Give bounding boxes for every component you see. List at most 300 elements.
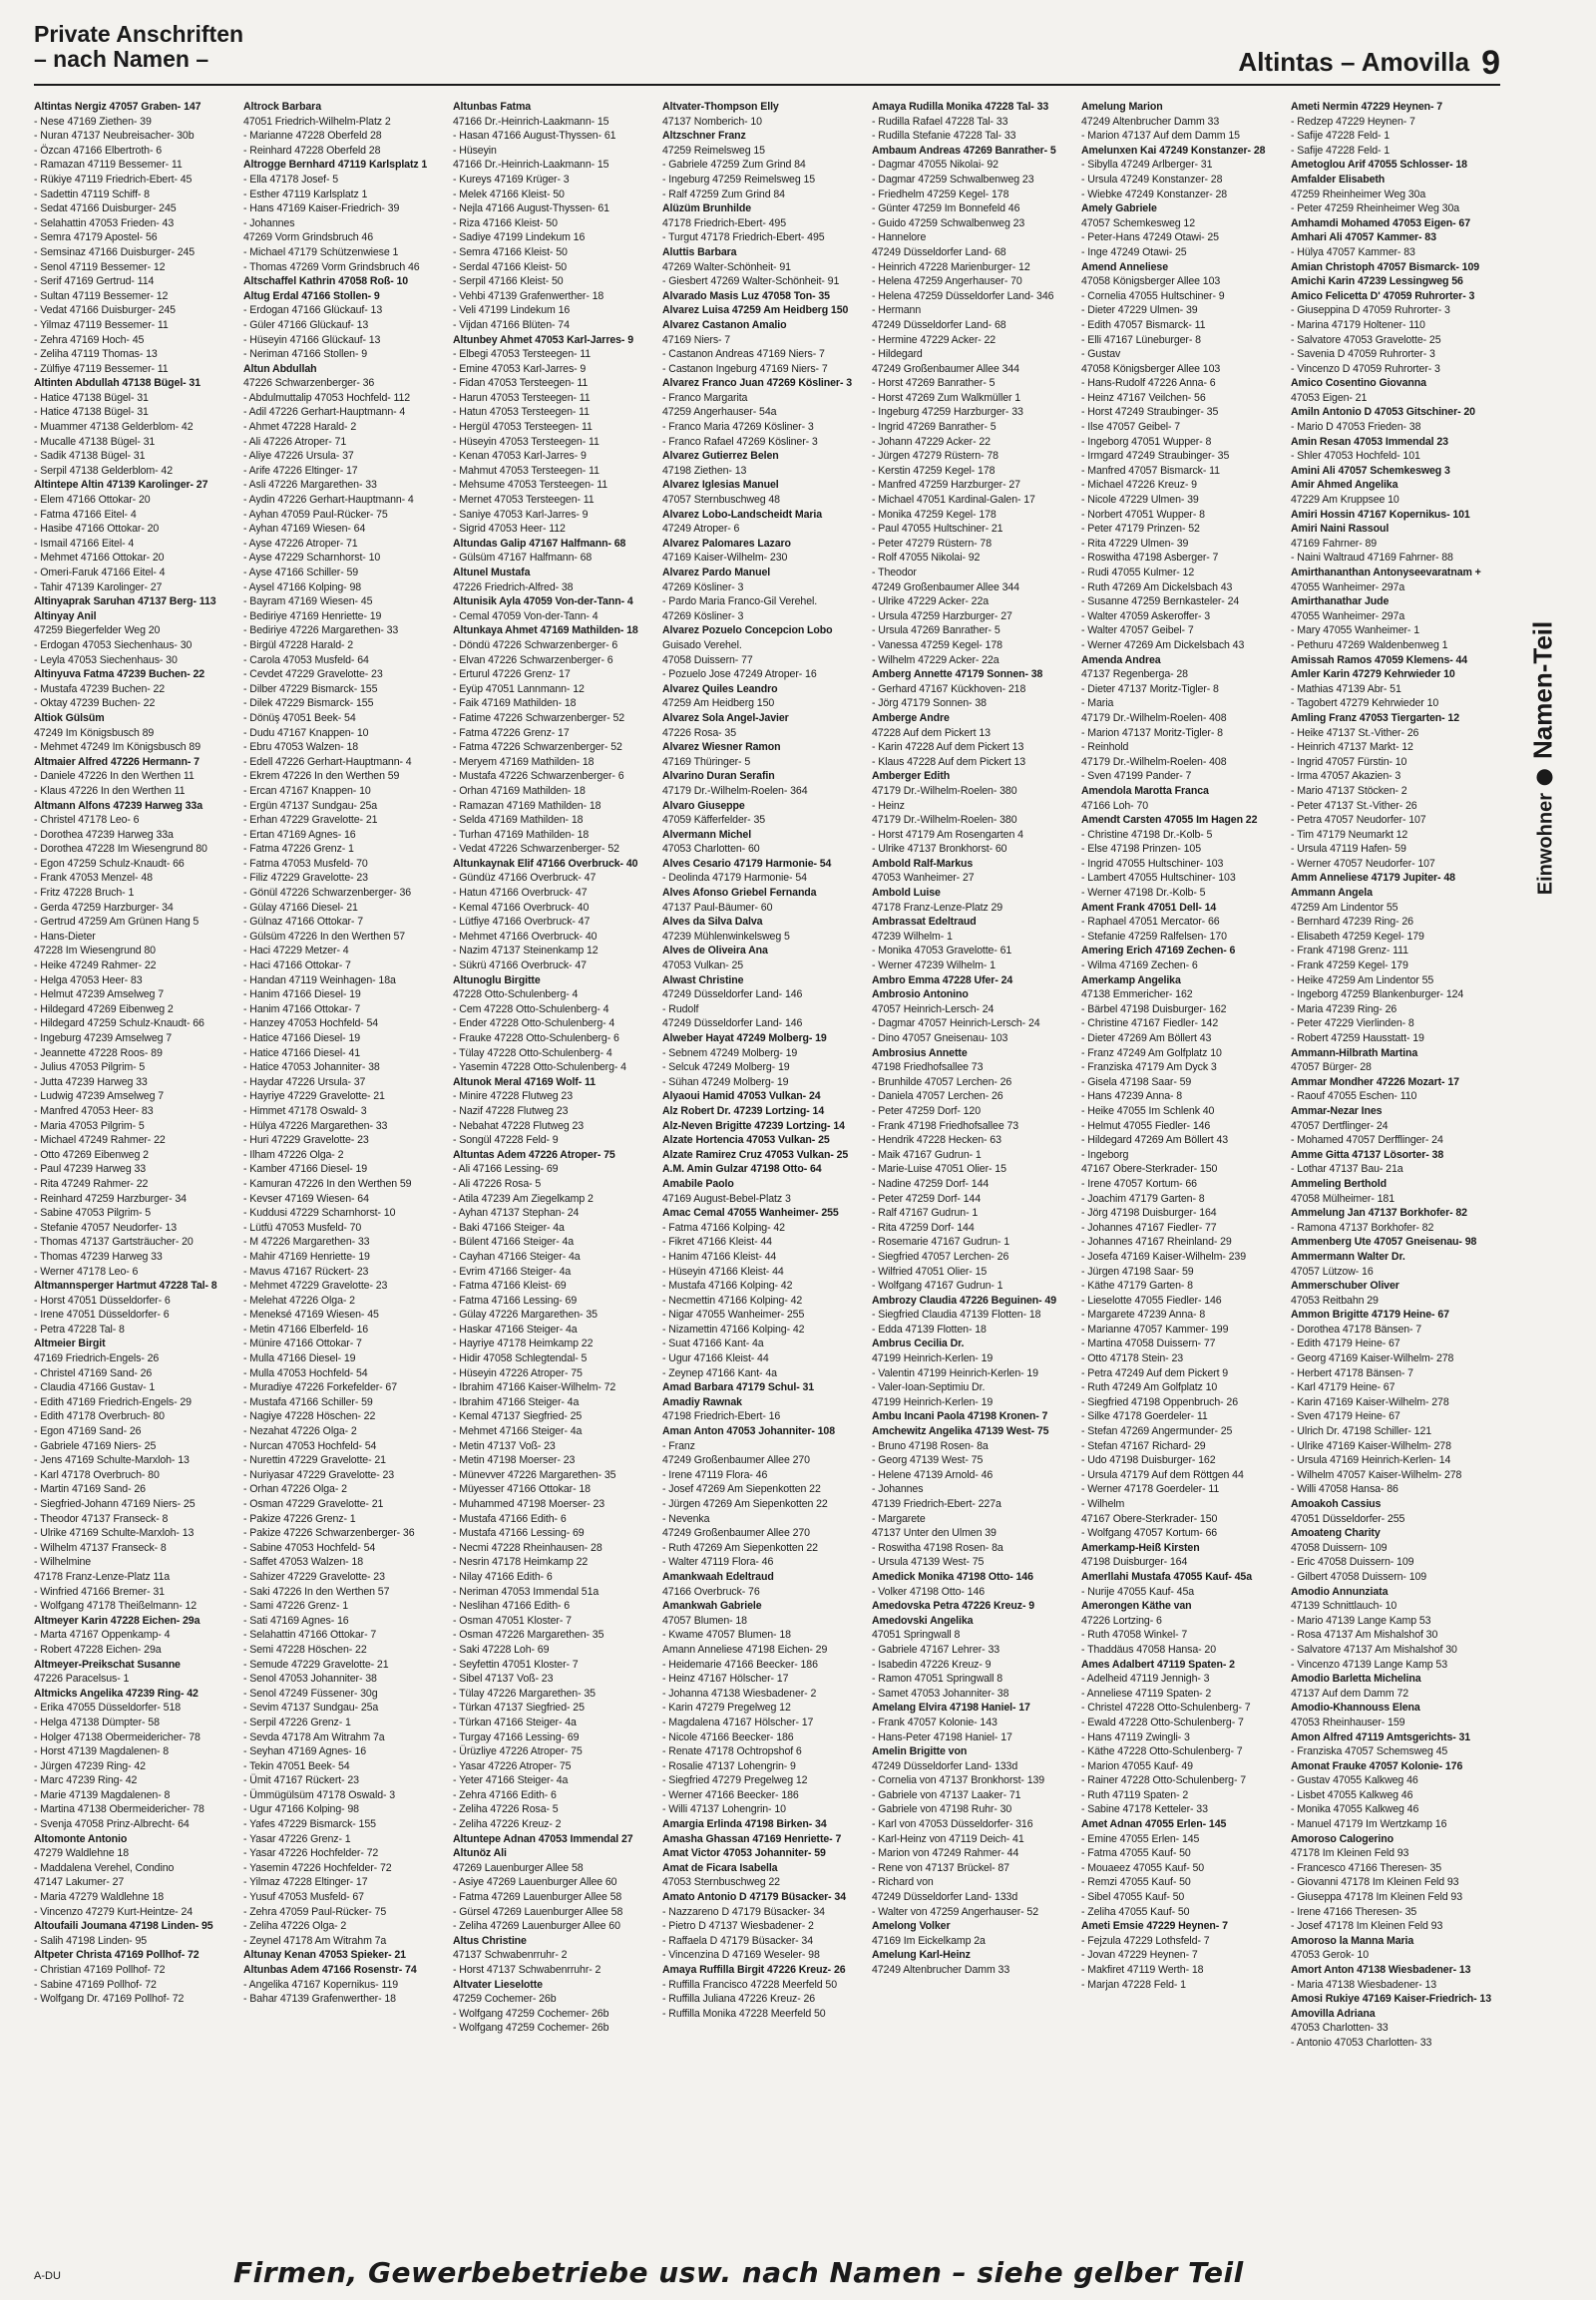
directory-entry: 47057 Schemkesweg 12 [1081, 216, 1196, 229]
directory-entry: - Eric 47058 Duissern- 109 [1291, 1556, 1414, 1569]
directory-entry: - Werner 47178 Leo- 6 [34, 1265, 139, 1278]
directory-column [872, 100, 1075, 2254]
directory-entry: 47137 Unter den Ulmen 39 [872, 1527, 997, 1540]
directory-entry: - Zeynep 47166 Kant- 4a [662, 1366, 777, 1379]
directory-entry: - Zeliha 47269 Lauenburger Allee 60 [453, 1920, 620, 1933]
directory-entry: - Günter 47259 Im Bonnefeld 46 [872, 202, 1020, 215]
directory-entry: - Samet 47053 Johanniter- 38 [872, 1687, 1009, 1700]
directory-entry: - Ruffilla Monika 47228 Meerfeld 50 [662, 2007, 826, 2020]
directory-entry-surname: Altmann Alfons 47239 Harweg 33a [34, 799, 203, 812]
directory-entry-surname: Altmeier Birgit [34, 1338, 106, 1350]
directory-entry: - Shler 47053 Hochfeld- 101 [1291, 450, 1420, 463]
directory-entry: 47053 Wanheimer- 27 [872, 872, 975, 885]
directory-entry-surname: Alves de Oliveira Ana [662, 945, 768, 958]
directory-entry: - Rükiye 47119 Friedrich-Ebert- 45 [34, 173, 193, 186]
directory-entry: - Reinhard 47259 Harzburger- 34 [34, 1192, 187, 1205]
directory-entry: - Haskar 47166 Steiger- 4a [453, 1323, 578, 1336]
directory-entry: - Marion von 47249 Rahmer- 44 [872, 1847, 1019, 1860]
directory-entry-surname: Amm Anneliese 47179 Jupiter- 48 [1291, 872, 1455, 885]
directory-entry: - Hülya 47226 Margarethen- 33 [243, 1119, 388, 1132]
directory-entry: - Vincenzo D 47059 Ruhrorter- 3 [1291, 362, 1440, 375]
directory-entry: - Senol 47053 Johanniter- 38 [243, 1673, 377, 1686]
directory-entry: - Rene von 47137 Brückel- 87 [872, 1861, 1009, 1874]
directory-entry-surname: Altunoglu Birgitte [453, 973, 541, 986]
directory-entry-surname: Altvater-Thompson Elly [662, 101, 779, 113]
directory-entry: - Svenja 47058 Prinz-Albrecht- 64 [34, 1818, 190, 1831]
directory-entry: - Walter von 47259 Angerhauser- 52 [872, 1905, 1038, 1918]
directory-entry: - Fritz 47228 Bruch- 1 [34, 887, 135, 900]
directory-entry: - Sibylla 47249 Arlberger- 31 [1081, 159, 1213, 172]
directory-entry: - Paul 47055 Hultschiner- 21 [872, 523, 1003, 536]
directory-entry: - Sultan 47119 Bessemer- 12 [34, 289, 169, 302]
directory-entry: - Horst 47269 Zum Walkmüller 1 [872, 391, 1021, 404]
directory-entry: - Jörg 47179 Sonnen- 38 [872, 697, 987, 710]
directory-entry-surname: Amiln Antonio D 47053 Gitschiner- 20 [1291, 406, 1475, 419]
directory-entry-surname: Ammar Mondher 47226 Mozart- 17 [1291, 1075, 1459, 1088]
directory-entry-surname: Altunok Meral 47169 Wolf- 11 [453, 1075, 597, 1088]
directory-entry-surname: Altun Abdullah [243, 362, 317, 375]
directory-entry: - Osman 47051 Kloster- 7 [453, 1614, 572, 1627]
directory-entry: - Rita 47249 Rahmer- 22 [34, 1177, 149, 1190]
directory-entry: - Nurcan 47053 Hochfeld- 54 [243, 1439, 377, 1452]
directory-entry: - Ayhan 47137 Stephan- 24 [453, 1207, 580, 1220]
directory-entry: - Heike 47259 Am Lindentor 55 [1291, 973, 1434, 986]
directory-entry: - Saffet 47053 Walzen- 18 [243, 1556, 363, 1569]
directory-entry-surname: Amat Victor 47053 Johanniter- 59 [662, 1847, 826, 1860]
directory-entry-surname: Ames Adalbert 47119 Spaten- 2 [1081, 1658, 1235, 1671]
directory-entry: - Irene 47119 Flora- 46 [662, 1468, 768, 1481]
directory-entry-surname: Amat de Ficara Isabella [662, 1861, 778, 1874]
directory-entry: - Gülay 47226 Margarethen- 35 [453, 1309, 598, 1322]
directory-entry: - Mustafa 47226 Schwarzenberger- 6 [453, 770, 624, 783]
directory-entry: - Castanon Ingeburg 47169 Niers- 7 [662, 362, 828, 375]
directory-entry-surname: Amankwaah Edeltraud [662, 1570, 774, 1583]
directory-entry: - Neslihan 47166 Edith- 6 [453, 1600, 571, 1613]
directory-entry: - Wiebke 47249 Konstanzer- 28 [1081, 188, 1228, 200]
directory-entry: - Franziska 47057 Schemsweg 45 [1291, 1745, 1448, 1758]
directory-entry: - Horst 47249 Straubinger- 35 [1081, 406, 1219, 419]
directory-entry: - Sahizer 47229 Gravelotte- 23 [243, 1570, 385, 1583]
directory-entry: - Jörg 47198 Duisburger- 164 [1081, 1207, 1217, 1220]
directory-entry: - Johanna 47138 Wiesbadener- 2 [662, 1687, 817, 1700]
directory-entry: 47137 Auf dem Damm 72 [1291, 1687, 1409, 1700]
directory-entry-surname: Alves Afonso Griebel Fernanda [662, 887, 817, 900]
directory-entry-surname: Alvarez Wiesner Ramon [662, 741, 781, 754]
directory-entry-surname: Alvarez Franco Juan 47269 Kösliner- 3 [662, 377, 853, 390]
directory-entry: - Bruno 47198 Rosen- 8a [872, 1439, 989, 1452]
directory-entry: - Walter 47119 Flora- 46 [662, 1556, 774, 1569]
directory-entry-surname: Altmaier Alfred 47226 Hermann- 7 [34, 755, 200, 768]
directory-entry-surname: Ammon Brigitte 47179 Heine- 67 [1291, 1309, 1449, 1322]
directory-entry: 47269 Kösliner- 3 [662, 609, 744, 622]
directory-entry: 47057 Bürger- 28 [1291, 1061, 1372, 1074]
directory-entry: - Osman 47229 Gravelotte- 21 [243, 1498, 384, 1510]
directory-entry: - Dilber 47229 Bismarck- 155 [243, 682, 378, 695]
directory-entry: - Fatma 47166 Kleist- 69 [453, 1280, 567, 1293]
directory-entry-surname: Alzate Hortencia 47053 Vulkan- 25 [662, 1134, 830, 1147]
directory-entry: - Ulrike 47169 Kaiser-Wilhelm- 278 [1291, 1439, 1451, 1452]
directory-entry: - Sati 47169 Agnes- 16 [243, 1614, 349, 1627]
directory-entry-surname: Altmicks Angelika 47239 Ring- 42 [34, 1687, 199, 1700]
directory-entry: - Huri 47229 Gravelotte- 23 [243, 1134, 369, 1147]
directory-entry: - Faik 47169 Mathilden- 18 [453, 697, 577, 710]
directory-entry: - Renate 47178 Ochtropshof 6 [662, 1745, 802, 1758]
directory-entry: - Fatma 47269 Lauenburger Allee 58 [453, 1891, 622, 1904]
directory-entry: - Karin 47228 Auf dem Pickert 13 [872, 741, 1024, 754]
directory-entry: - Thomas 47269 Vorm Grindsbruch 46 [243, 260, 420, 273]
directory-entry: - Senol 47119 Bessemer- 12 [34, 260, 166, 273]
directory-entry: - Dorothea 47228 Im Wiesengrund 80 [34, 843, 207, 856]
directory-entry: - Birgül 47228 Harald- 2 [243, 638, 354, 651]
directory-entry-surname: Altvater Lieselotte [453, 1978, 543, 1991]
directory-entry: 47179 Dr.-Wilhelm-Roelen- 364 [662, 784, 808, 797]
directory-entry: - Hatun 47166 Overbruck- 47 [453, 887, 588, 900]
directory-entry: - Kamuran 47226 In den Werthen 59 [243, 1177, 412, 1190]
directory-entry: 47249 Düsseldorfer Land- 133d [872, 1891, 1018, 1904]
directory-entry: - Abdulmuttalip 47053 Hochfeld- 112 [243, 391, 411, 404]
directory-entry: 47138 Emmericher- 162 [1081, 988, 1193, 1001]
directory-entry: - Ertan 47169 Agnes- 16 [243, 828, 356, 841]
directory-entry: - Salvatore 47053 Gravelotte- 25 [1291, 333, 1441, 346]
directory-entry: - Walter 47057 Geibel- 7 [1081, 624, 1194, 637]
directory-entry: - Mahir 47169 Henriette- 19 [243, 1250, 370, 1263]
directory-entry: - Rosa 47137 Am Mishalshof 30 [1291, 1629, 1438, 1642]
directory-entry: - Münire 47166 Ottokar- 7 [243, 1338, 362, 1350]
directory-entry: - Turgut 47178 Friedrich-Ebert- 495 [662, 231, 825, 244]
directory-entry: - Sadettin 47119 Schiff- 8 [34, 188, 150, 200]
directory-entry-surname: Amelin Brigitte von [872, 1745, 968, 1758]
directory-entry: - Selahattin 47166 Ottokar- 7 [243, 1629, 377, 1642]
directory-entry: - Ercan 47167 Knappen- 10 [243, 784, 371, 797]
directory-entry: - Willi 47058 Hansa- 86 [1291, 1483, 1398, 1496]
directory-entry: - Jürgen 47198 Saar- 59 [1081, 1265, 1194, 1278]
directory-entry-surname: Amet Adnan 47055 Erlen- 145 [1081, 1818, 1227, 1831]
directory-entry: - Ruth 47058 Winkel- 7 [1081, 1629, 1188, 1642]
directory-entry-surname: Amovilla Adriana [1291, 2007, 1376, 2020]
directory-entry: - Yusuf 47053 Musfeld- 67 [243, 1891, 364, 1904]
directory-entry: - Christian 47169 Pollhof- 72 [34, 1964, 166, 1976]
directory-entry: 47178 Friedrich-Ebert- 495 [662, 216, 787, 229]
directory-entry-surname: Amaya Rudilla Monika 47228 Tal- 33 [872, 101, 1049, 113]
directory-entry: - Brunhilde 47057 Lerchen- 26 [872, 1075, 1012, 1088]
directory-entry: - Pietro D 47137 Wiesbadener- 2 [662, 1920, 814, 1933]
directory-entry: - Klaus 47228 Auf dem Pickert 13 [872, 755, 1026, 768]
directory-entry: - Hans-Peter 47198 Haniel- 17 [872, 1730, 1012, 1743]
directory-entry: - Cayhan 47166 Steiger- 4a [453, 1250, 581, 1263]
directory-entry: 47249 Großenbaumer Allee 344 [872, 362, 1019, 375]
directory-entry: - Karin 47279 Pregelweg 12 [662, 1702, 791, 1715]
directory-entry: 47259 Reimelsweg 15 [662, 144, 765, 157]
directory-entry: - Mary 47055 Wanheimer- 1 [1291, 624, 1419, 637]
directory-entry: - Karl von 47053 Düsseldorfer- 316 [872, 1818, 1033, 1831]
directory-entry: - Mouaeez 47055 Kauf- 50 [1081, 1861, 1205, 1874]
directory-entry: - Seyfettin 47051 Kloster- 7 [453, 1658, 579, 1671]
directory-entry: - Ayhan 47059 Paul-Rücker- 75 [243, 508, 388, 521]
directory-entry: - Karl 47178 Overbruch- 80 [34, 1468, 160, 1481]
directory-entry: - Franco Margarita [662, 391, 748, 404]
directory-entry: - Zeynel 47178 Am Witrahm 7a [243, 1934, 387, 1947]
directory-entry-surname: Altrogge Bernhard 47119 Karlsplatz 1 [243, 159, 428, 172]
directory-entry: - Raphael 47051 Mercator- 66 [1081, 916, 1220, 929]
directory-entry: 47259 Biegerfelder Weg 20 [34, 624, 161, 637]
directory-entry: - Atila 47239 Am Ziegelkamp 2 [453, 1192, 594, 1205]
directory-entry: - Handan 47119 Weinhagen- 18a [243, 973, 396, 986]
directory-entry: 47051 Springwall 8 [872, 1629, 961, 1642]
directory-entry: 47249 Großenbaumer Allee 270 [662, 1454, 810, 1467]
directory-entry: - Marie 47139 Magdalenen- 8 [34, 1788, 171, 1801]
directory-entry: Guisado Verehel. [662, 638, 742, 651]
directory-entry: - Nevenka [662, 1512, 710, 1525]
directory-entry: - Mohamed 47057 Derfflinger- 24 [1291, 1134, 1443, 1147]
directory-entry: - Lütfiye 47166 Overbruck- 47 [453, 916, 591, 929]
directory-entry-surname: Altoufaili Joumana 47198 Linden- 95 [34, 1920, 213, 1933]
directory-entry: - Serif 47169 Gertrud- 114 [34, 275, 155, 288]
directory-entry: - Edell 47226 Gerhart-Hauptmann- 4 [243, 755, 412, 768]
directory-entry: - Christine 47167 Fiedler- 142 [1081, 1017, 1219, 1030]
directory-entry-surname: Ammerschuber Oliver [1291, 1280, 1399, 1293]
directory-entry: - Vehbi 47139 Grafenwerther- 18 [453, 289, 604, 302]
directory-entry-surname: Amelong Volker [872, 1920, 951, 1933]
directory-entry: 47166 Loh- 70 [1081, 799, 1149, 812]
directory-entry: - Martina 47138 Obermeidericher- 78 [34, 1803, 204, 1816]
directory-entry: 47058 Mülheimer- 181 [1291, 1192, 1395, 1205]
directory-entry: - Münevver 47226 Margarethen- 35 [453, 1468, 616, 1481]
directory-entry: - Stefanie 47259 Ralfelsen- 170 [1081, 930, 1227, 943]
directory-entry: - Dagmar 47259 Schwalbenweg 23 [872, 173, 1034, 186]
directory-entry: - Petra 47228 Tal- 8 [34, 1323, 125, 1336]
directory-entry: - Peter 47179 Prinzen- 52 [1081, 523, 1200, 536]
directory-entry: - Bediriye 47226 Margarethen- 33 [243, 624, 399, 637]
directory-entry: - Joachim 47179 Garten- 8 [1081, 1192, 1205, 1205]
directory-entry: - Fatma 47226 Grenz- 17 [453, 726, 570, 739]
directory-entry: - Nebahat 47228 Flutweg 23 [453, 1119, 585, 1132]
directory-entry-surname: Ameti Emsie 47229 Heynen- 7 [1081, 1920, 1228, 1933]
directory-entry: - Meryem 47169 Mathilden- 18 [453, 755, 595, 768]
directory-entry: - Maik 47167 Gudrun- 1 [872, 1148, 982, 1161]
directory-entry: - Ayse 47166 Schiller- 59 [243, 567, 359, 578]
directory-entry: - Robert 47228 Eichen- 29a [34, 1643, 162, 1656]
directory-entry: 47053 Vulkan- 25 [662, 959, 744, 972]
directory-entry: 47249 Im Königsbusch 89 [34, 726, 155, 739]
directory-entry: - Michael 47226 Kreuz- 9 [1081, 479, 1197, 492]
directory-entry: - Holger 47138 Obermeidericher- 78 [34, 1730, 200, 1743]
directory-entry: 47169 Kaiser-Wilhelm- 230 [662, 552, 788, 565]
directory-entry: - Ilse 47057 Geibel- 7 [1081, 421, 1181, 434]
directory-entry: 47226 Paracelsus- 1 [34, 1673, 130, 1686]
directory-entry: - Ilham 47226 Olga- 2 [243, 1148, 344, 1161]
directory-entry: - Michael 47179 Schützenwiese 1 [243, 245, 399, 258]
directory-entry: - Tim 47179 Neumarkt 12 [1291, 828, 1408, 841]
directory-entry: - Nagiye 47228 Höschen- 22 [243, 1410, 376, 1423]
directory-entry-surname: Amankwah Gabriele [662, 1600, 762, 1613]
directory-entry: - Ümit 47167 Rückert- 23 [243, 1774, 359, 1787]
directory-entry: - Ürüzliye 47226 Atroper- 75 [453, 1745, 583, 1758]
directory-entry-surname: Amhari Ali 47057 Kammer- 83 [1291, 231, 1436, 244]
directory-entry: - Rudilla Rafael 47228 Tal- 33 [872, 115, 1008, 128]
directory-entry: - Ursula 47169 Heinrich-Kerlen- 14 [1291, 1454, 1451, 1467]
directory-entry: - Egon 47169 Sand- 26 [34, 1425, 142, 1438]
directory-entry: - Ayhan 47169 Wiesen- 64 [243, 523, 366, 536]
directory-entry: - Maria 47138 Wiesbadener- 13 [1291, 1978, 1437, 1991]
directory-entry: - Friedhelm 47259 Kegel- 178 [872, 188, 1009, 200]
directory-entry-surname: Ambu Incani Paola 47198 Kronen- 7 [872, 1410, 1048, 1423]
directory-entry: - Kevser 47169 Wiesen- 64 [243, 1192, 369, 1205]
directory-entry: - Martina 47058 Duissern- 77 [1081, 1338, 1216, 1350]
directory-entry: - Fatime 47226 Schwarzenberger- 52 [453, 711, 625, 724]
directory-entry: 47053 Charlotten- 33 [1291, 2022, 1389, 2035]
directory-entry: - Saki 47226 In den Werthen 57 [243, 1585, 390, 1598]
directory-entry: - Ali 47226 Atroper- 71 [243, 435, 347, 448]
directory-entry: - Roswitha 47198 Asberger- 7 [1081, 552, 1219, 565]
directory-entry-surname: Amler Karin 47279 Kehrwieder 10 [1291, 668, 1455, 681]
directory-entry: - Hans 47119 Zwingli- 3 [1081, 1730, 1190, 1743]
directory-entry: - Carola 47053 Musfeld- 64 [243, 653, 369, 666]
directory-entry-surname: Altunay Kenan 47053 Spieker- 21 [243, 1949, 406, 1962]
directory-entry: - Peter-Hans 47249 Otawi- 25 [1081, 231, 1219, 244]
directory-entry: - Dönüş 47051 Beek- 54 [243, 711, 356, 724]
directory-entry-surname: Alves da Silva Dalva [662, 916, 763, 929]
directory-entry-surname: Amelunxen Kai 47249 Konstanzer- 28 [1081, 144, 1266, 157]
directory-entry-surname: Alvarez Iglesias Manuel [662, 479, 779, 492]
directory-entry: - Emine 47055 Erlen- 145 [1081, 1832, 1200, 1845]
directory-entry: - Fatma 47166 Kolping- 42 [662, 1221, 785, 1234]
directory-entry: - Johannes 47167 Rheinland- 29 [1081, 1236, 1232, 1249]
directory-entry: - Stefan 47269 Angermunder- 25 [1081, 1425, 1233, 1438]
directory-entry-surname: Altuntas Adem 47226 Atroper- 75 [453, 1148, 615, 1161]
directory-entry: - Emine 47053 Karl-Jarres- 9 [453, 362, 587, 375]
directory-entry-surname: Amirthananthan Antonyseevaratnam + [1291, 567, 1481, 578]
directory-entry: - Semra 47179 Apostel- 56 [34, 231, 158, 244]
directory-entry-surname: Ameti Nermin 47229 Heynen- 7 [1291, 101, 1443, 113]
directory-entry: - Daniele 47226 In den Werthen 11 [34, 770, 195, 783]
directory-entry-surname: Alvarez Lobo-Landscheidt Maria [662, 508, 823, 521]
directory-entry: - Kenan 47053 Karl-Jarres- 9 [453, 450, 587, 463]
directory-entry: - Valer-Ioan-Septimiu Dr. [872, 1381, 986, 1394]
directory-entry-surname: Amargia Erlinda 47198 Birken- 34 [662, 1818, 827, 1831]
directory-entry: - Zeliha 47226 Kreuz- 2 [453, 1818, 562, 1831]
directory-entry: - Ulrich Dr. 47198 Schiller- 121 [1291, 1425, 1432, 1438]
directory-entry: 47058 Duissern- 77 [662, 653, 753, 666]
directory-entry: - Esther 47119 Karlsplatz 1 [243, 188, 368, 200]
running-head [1238, 44, 1500, 83]
directory-entry: - Siegfried-Johann 47169 Niers- 25 [34, 1498, 196, 1510]
directory-entry: - Susanne 47259 Bernkasteler- 24 [1081, 595, 1240, 608]
page-number: 9 [1481, 44, 1500, 82]
directory-entry: - Manfred 47057 Bismarck- 11 [1081, 464, 1220, 477]
directory-entry: - Sabine 47053 Pilgrim- 5 [34, 1207, 152, 1220]
directory-entry: - Dudu 47167 Knappen- 10 [243, 726, 369, 739]
directory-entry-surname: Alz Robert Dr. 47239 Lortzing- 14 [662, 1104, 825, 1117]
directory-entry: - Muhammed 47198 Moerser- 23 [453, 1498, 605, 1510]
directory-entry: - Serpil 47226 Grenz- 1 [243, 1716, 351, 1728]
directory-entry: 47269 Lauenburger Allee 58 [453, 1861, 584, 1874]
directory-entry: - Marion 47137 Auf dem Damm 15 [1081, 130, 1240, 143]
directory-entry: - Gabriele 47167 Lehrer- 33 [872, 1643, 1000, 1656]
directory-entry: - Vedat 47166 Duisburger- 245 [34, 304, 176, 317]
directory-entry: - Franco Maria 47269 Kösliner- 3 [662, 421, 814, 434]
directory-entry-surname: Ambold Luise [872, 887, 941, 900]
directory-entry: - Hans 47239 Anna- 8 [1081, 1090, 1183, 1103]
directory-entry: 47166 Dr.-Heinrich-Laakmann- 15 [453, 159, 609, 172]
directory-entry-surname: Amichi Karin 47239 Lessingweg 56 [1291, 275, 1463, 288]
directory-entry: - Elli 47167 Lüneburger- 8 [1081, 333, 1201, 346]
directory-entry: - Mucalle 47138 Bügel- 31 [34, 435, 156, 448]
directory-entry: - Kemal 47137 Siegfried- 25 [453, 1410, 583, 1423]
directory-entry: - Reinhard 47228 Oberfeld 28 [243, 144, 381, 157]
directory-entry: - Gabriele 47169 Niers- 25 [34, 1439, 157, 1452]
directory-entry: - Marina 47179 Holtener- 110 [1291, 318, 1425, 331]
directory-entry: - Michael 47249 Rahmer- 22 [34, 1134, 166, 1147]
directory-entry-surname: Amoakoh Cassius [1291, 1498, 1382, 1510]
directory-entry: - Maria [1081, 697, 1114, 710]
directory-entry: - Heinrich 47228 Marienburger- 12 [872, 260, 1030, 273]
directory-entry: - Monika 47053 Gravelotte- 61 [872, 945, 1012, 958]
directory-entry: - Hatice 47138 Bügel- 31 [34, 391, 149, 404]
directory-entry: - Ramazan 47169 Mathilden- 18 [453, 799, 601, 812]
directory-entry: - Gertrud 47259 Am Grünen Hang 5 [34, 916, 200, 929]
directory-entry: - Else 47198 Prinzen- 105 [1081, 843, 1201, 856]
directory-entry: - Hayriye 47178 Heimkamp 22 [453, 1338, 594, 1350]
directory-entry: - Heike 47055 Im Schlenk 40 [1081, 1104, 1215, 1117]
directory-entry-surname: Amenda Andrea [1081, 653, 1161, 666]
directory-entry: - Käthe 47228 Otto-Schulenberg- 7 [1081, 1745, 1243, 1758]
directory-entry: - Giuseppa 47178 Im Kleinen Feld 93 [1291, 1891, 1462, 1904]
directory-entry-surname: Altunkaynak Elif 47166 Overbruck- 40 [453, 857, 638, 870]
directory-entry: - Anneliese 47119 Spaten- 2 [1081, 1687, 1212, 1700]
directory-entry: - Melehat 47226 Olga- 2 [243, 1294, 355, 1307]
directory-entry: - Ingeburg 47259 Harzburger- 33 [872, 406, 1023, 419]
directory-entry: - Pakize 47226 Schwarzenberger- 36 [243, 1527, 415, 1540]
directory-entry-surname: Ammermann Walter Dr. [1291, 1250, 1405, 1263]
directory-entry: - Monika 47055 Kalkweg 46 [1291, 1803, 1419, 1816]
directory-entry-surname: Amelung Karl-Heinz [872, 1949, 971, 1962]
directory-entry-surname: Altmeyer Karin 47228 Eichen- 29a [34, 1614, 200, 1627]
directory-entry-surname: Amon Alfred 47119 Amtsgerichts- 31 [1291, 1730, 1471, 1743]
directory-entry: - Mehmet 47229 Gravelotte- 23 [243, 1280, 388, 1293]
directory-entry: - Metin 47166 Elberfeld- 16 [243, 1323, 369, 1336]
directory-entry-surname: Alzate Ramirez Cruz 47053 Vulkan- 25 [662, 1148, 849, 1161]
directory-entry: 47139 Friedrich-Ebert- 227a [872, 1498, 1001, 1510]
directory-entry: - Meneksé 47169 Wiesen- 45 [243, 1309, 379, 1322]
directory-entry: - Saniye 47053 Karl-Jarres- 9 [453, 508, 589, 521]
directory-entry: - Walter 47059 Askeroffer- 3 [1081, 609, 1211, 622]
name-range: Altintas – Amovilla [1238, 47, 1470, 77]
directory-entry: - Josefa 47169 Kaiser-Wilhelm- 239 [1081, 1250, 1246, 1263]
directory-entry-surname: Alweber Hayat 47249 Molberg- 19 [662, 1032, 827, 1044]
directory-entry: - Otto 47178 Stein- 23 [1081, 1352, 1184, 1365]
directory-entry: - Hatice 47166 Diesel- 41 [243, 1046, 361, 1059]
directory-column [453, 100, 656, 2254]
directory-entry: - Silke 47178 Goerdeler- 11 [1081, 1410, 1208, 1423]
directory-entry: - Mario D 47053 Frieden- 38 [1291, 421, 1421, 434]
directory-entry-surname: Altzschner Franz [662, 130, 746, 143]
directory-entry-surname: Ambro Emma 47228 Ufer- 24 [872, 973, 1013, 986]
directory-entry: - Serpil 47166 Kleist- 50 [453, 275, 564, 288]
directory-entry: - Haci 47229 Metzer- 4 [243, 945, 349, 958]
directory-entry: 47051 Friedrich-Wilhelm-Platz 2 [243, 115, 391, 128]
directory-entry: - Hüseyin 47166 Glückauf- 13 [243, 333, 381, 346]
directory-entry: - Paul 47239 Harweg 33 [34, 1163, 147, 1176]
directory-entry: - Savenia D 47059 Ruhrorter- 3 [1291, 348, 1435, 361]
directory-entry: - Bärbel 47198 Duisburger- 162 [1081, 1002, 1227, 1015]
directory-entry: - Aysel 47166 Kolping- 98 [243, 580, 362, 593]
directory-entry: - Sevim 47137 Sundgau- 25a [243, 1702, 379, 1715]
directory-entry: - Dorothea 47239 Harweg 33a [34, 828, 174, 841]
directory-entry: - Ümmügülsüm 47178 Oswald- 3 [243, 1788, 396, 1801]
directory-entry: - Ingrid 47269 Banrather- 5 [872, 421, 997, 434]
directory-entry: - Mustafa 47166 Kolping- 42 [662, 1280, 793, 1293]
directory-entry: - Remzi 47055 Kauf- 50 [1081, 1876, 1191, 1889]
